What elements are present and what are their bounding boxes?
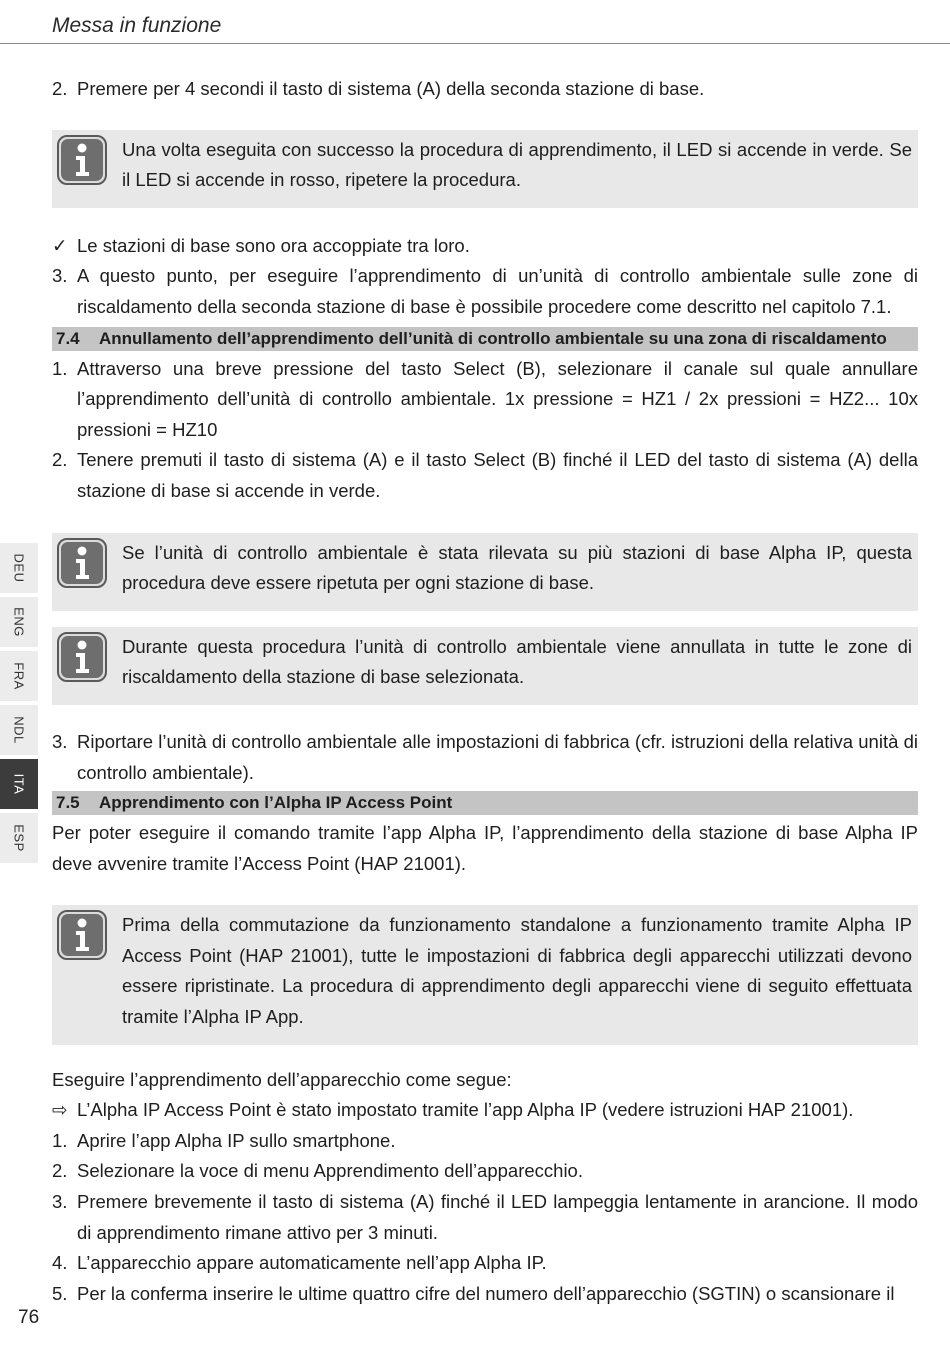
page-number: 76	[18, 1307, 40, 1328]
list-item	[52, 74, 918, 105]
language-tabs	[0, 543, 38, 867]
page-content	[52, 74, 918, 1309]
tab-esp[interactable]: ESP	[0, 813, 38, 863]
header-rule	[0, 43, 950, 44]
info-text: Una volta eseguita con successo la procedura di apprendimento, il LED si accende in verde. Se il LED si accende in rosso, ripetere la procedura.	[122, 138, 912, 191]
info-icon	[57, 632, 107, 682]
info-icon	[57, 135, 107, 185]
section-heading-7-4	[52, 327, 918, 351]
list-number: 4.	[52, 1252, 68, 1274]
list-text: Tenere premuti il tasto di sistema (A) e il tasto Select (B) finché il LED del tasto di sistema (A) della stazione di base si accende in verde.	[77, 449, 918, 501]
prerequisite-line: ⇨ L’Alpha IP Access Point è stato impostato tramite l’app Alpha IP (vedere istruzioni HAP 21001).	[52, 1095, 918, 1126]
tab-ita[interactable]: ITA	[0, 759, 38, 809]
list-number: 3.	[52, 1191, 68, 1213]
info-box	[52, 533, 918, 611]
list-text: Per la conferma inserire le ultime quattro cifre del numero dell’apparecchio (SGTIN) o scansionare il	[77, 1282, 895, 1304]
list-text: Premere per 4 secondi il tasto di sistema (A) della seconda stazione di base.	[77, 78, 705, 99]
list-number: 3.	[52, 730, 68, 752]
arrow-right-icon: ⇨	[52, 1099, 68, 1121]
info-text: Prima della commutazione da funzionamento standalone a funzionamento tramite Alpha IP Access Point (HAP 21001), tutte le impostazioni di fabbrica degli apparecchi utilizzati devono essere ripristinate. La procedura di apprendimento degli apparecchi viene di seguito effettuata tramite l’Alpha IP App.	[122, 914, 912, 1028]
section-title: Apprendimento con l’Alpha IP Access Point	[99, 793, 453, 813]
section-heading-7-5	[52, 791, 918, 815]
info-icon	[57, 910, 107, 960]
list-item	[52, 1187, 918, 1248]
list-item	[52, 727, 918, 788]
tab-deu[interactable]: DEU	[0, 543, 38, 593]
list-number: 3.	[52, 265, 68, 287]
info-text: Durante questa procedura l’unità di controllo ambientale viene annullata in tutte le zone di riscaldamento della stazione di base selezionata.	[122, 635, 912, 688]
info-icon	[57, 538, 107, 588]
list-text: Aprire l’app Alpha IP sullo smartphone.	[77, 1129, 396, 1151]
info-text: Se l’unità di controllo ambientale è stata rilevata su più stazioni di base Alpha IP, questa procedura deve essere ripetuta per ogni stazione di base.	[122, 541, 912, 594]
info-box	[52, 627, 918, 705]
tab-eng[interactable]: ENG	[0, 597, 38, 647]
list-number: 2.	[52, 449, 68, 471]
tab-ndl[interactable]: NDL	[0, 705, 38, 755]
list-text: Riportare l’unità di controllo ambientale alle impostazioni di fabbrica (cfr. istruzioni della relativa unità di controllo ambientale).	[77, 730, 918, 783]
section-number: 7.5	[56, 793, 80, 813]
list-number: 2.	[52, 1160, 68, 1182]
tab-fra[interactable]: FRA	[0, 651, 38, 701]
section-title: Annullamento dell’apprendimento dell’unità di controllo ambientale su una zona di riscaldamento	[99, 328, 887, 348]
list-item	[52, 445, 918, 506]
list-item	[52, 354, 918, 446]
list-text: Selezionare la voce di menu Apprendimento dell’apparecchio.	[77, 1160, 583, 1182]
list-text: L’apparecchio appare automaticamente nell’app Alpha IP.	[77, 1252, 547, 1274]
list-text: Premere brevemente il tasto di sistema (A) finché il LED lampeggia lentamente in arancione. Il modo di apprendimento rimane attivo per 3 minuti.	[77, 1191, 918, 1243]
list-item	[52, 1279, 918, 1310]
result-line: ✓ Le stazioni di base sono ora accoppiate tra loro.	[52, 231, 918, 262]
list-item	[52, 1156, 918, 1187]
list-number: 5.	[52, 1282, 68, 1304]
check-icon: ✓	[52, 234, 68, 256]
list-number: 1.	[52, 357, 68, 379]
list-text: Attraverso una breve pressione del tasto Select (B), selezionare il canale sul quale annullare l’apprendimento dell’unità di controllo ambientale. 1x pressione = HZ1 / 2x pressioni = HZ2... 10x pressioni = HZ10	[77, 357, 918, 440]
section-intro: Per poter eseguire il comando tramite l’app Alpha IP, l’apprendimento della stazione di base Alpha IP deve avvenire tramite l’Access Point (HAP 21001).	[52, 822, 918, 874]
list-text: A questo punto, per eseguire l’apprendimento di un’unità di controllo ambientale sulle zone di riscaldamento della seconda stazione di base è possibile procedere come descritto nel capitolo 7.1.	[77, 265, 918, 317]
list-number: 2.	[52, 78, 68, 99]
info-box	[52, 130, 918, 208]
list-item	[52, 261, 918, 322]
info-box	[52, 905, 918, 1044]
procedure-lead: Eseguire l’apprendimento dell’apparecchio come segue:	[52, 1068, 512, 1090]
list-number: 1.	[52, 1129, 68, 1151]
list-item	[52, 1126, 918, 1157]
section-number: 7.4	[56, 328, 80, 348]
page-header-title: Messa in funzione	[52, 14, 222, 37]
list-item	[52, 1248, 918, 1279]
